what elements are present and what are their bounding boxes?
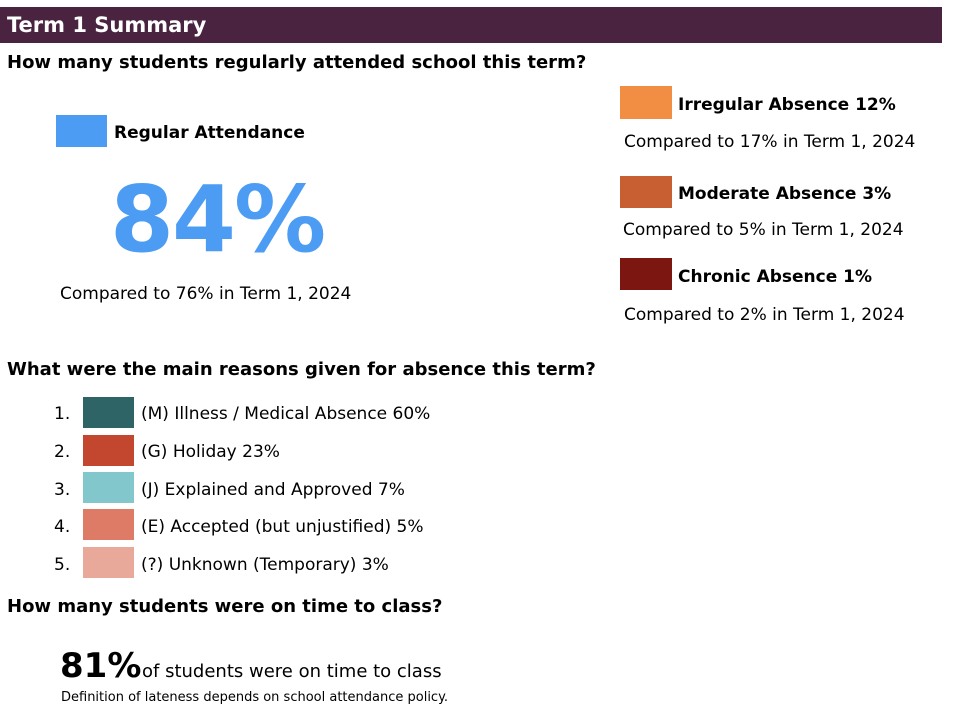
reason-label: (M) Illness / Medical Absence 60% [141,404,431,424]
reason-label: (J) Explained and Approved 7% [141,480,405,500]
moderate-absence-label: Moderate Absence 3% [678,184,892,204]
irregular-absence-comparison: Compared to 17% in Term 1, 2024 [624,132,916,152]
banner-title: Term 1 Summary [7,13,207,37]
reasons-heading: What were the main reasons given for absence this term? [7,359,596,380]
chronic-absence-swatch [620,258,672,290]
moderate-absence-swatch [620,176,672,208]
reason-swatch [83,547,134,578]
ontime-text: of students were on time to class [142,661,442,682]
reason-number: 1. [54,404,71,424]
reason-label: (E) Accepted (but unjustified) 5% [141,517,424,537]
moderate-absence-comparison: Compared to 5% in Term 1, 2024 [623,220,904,240]
reason-number: 3. [54,480,71,500]
attendance-heading: How many students regularly attended school this term? [7,52,587,73]
chronic-absence-label: Chronic Absence 1% [678,267,873,287]
reason-swatch [83,435,134,466]
ontime-heading: How many students were on time to class? [7,596,443,617]
lateness-definition-note: Definition of lateness depends on school attendance policy. [61,690,449,705]
reason-swatch [83,472,134,503]
chronic-absence-comparison: Compared to 2% in Term 1, 2024 [624,305,905,325]
irregular-absence-label: Irregular Absence 12% [678,95,896,115]
regular-attendance-label: Regular Attendance [114,123,305,143]
regular-attendance-value: 84% [110,166,325,273]
reason-label: (?) Unknown (Temporary) 3% [141,555,389,575]
regular-attendance-swatch [56,115,107,147]
reason-label: (G) Holiday 23% [141,442,280,462]
reason-number: 5. [54,555,71,575]
irregular-absence-swatch [620,86,672,119]
reason-swatch [83,509,134,540]
reason-swatch [83,397,134,428]
title-banner [0,7,942,43]
regular-attendance-comparison: Compared to 76% in Term 1, 2024 [60,284,352,304]
reason-number: 4. [54,517,71,537]
ontime-value: 81% [60,646,142,686]
reason-number: 2. [54,442,71,462]
